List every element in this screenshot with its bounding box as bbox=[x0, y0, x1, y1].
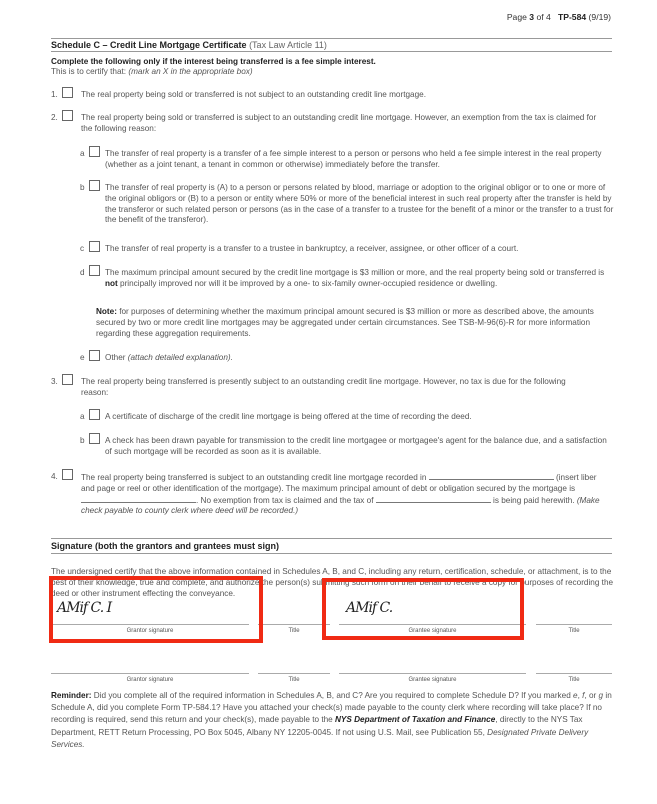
hint: (Make check payable to county clerk where deed will be recorded.) bbox=[81, 495, 600, 516]
item-2d-text bbox=[105, 268, 605, 290]
text-bold: not bbox=[105, 278, 118, 288]
item-letter: b bbox=[80, 436, 85, 445]
checkbox-item-3a[interactable] bbox=[89, 409, 100, 420]
grantor-signature-label: Grantor signature bbox=[126, 677, 174, 683]
title-line[interactable] bbox=[536, 673, 612, 674]
item-letter: d bbox=[80, 268, 85, 277]
note-text: for purposes of determining whether the maximum principal amount secured is $3 million or more as described above, the amounts secured by two or more credit line mortgages may be aggregated under certain circumstances. See TSB-M-96(6)-R for more information regarding these aggregation requirements. bbox=[96, 307, 594, 338]
signature-certify-text: The undersigned certify that the above information contained in Schedules A, B, and C, including any return, certification, schedule, or attachment, is to the best of their knowledge, true and complete, and authorize the person(s) submitting such form on their behalf to receive a copy for purposes of recording the deed or other instrument effecting the conveyance. bbox=[51, 567, 614, 599]
grantor-signature-label: Grantor signature bbox=[126, 628, 174, 634]
checkbox-item-1[interactable] bbox=[62, 87, 73, 98]
grantee-signature: AMif C. bbox=[346, 600, 393, 616]
reminder: Reminder: Did you complete all of the required information in Schedules A, B, and C? Are you required to complete Schedule D? If you marked e, f, or g in Schedule A, did you complete Form TP-584.1? Have you attached your check(s) made payable to the county clerk where recording will take place? If no recording is required, send this return and your check(s), made payable to the NYS Department of Taxation and Finance, directly to the NYS Tax Department, RETT Return Processing, PO Box 5045, Albany NY 12205-0045. If not using U.S. Mail, see Publication 55, Designated Private Delivery Services. bbox=[51, 691, 612, 749]
certify-text: This is to certify that: bbox=[51, 67, 127, 76]
title-label: Title bbox=[288, 628, 300, 634]
item-4-text bbox=[81, 472, 601, 517]
text: . No exemption from tax is claimed and the tax of bbox=[196, 495, 374, 505]
item-letter: a bbox=[80, 412, 85, 421]
grantee-signature-line[interactable] bbox=[339, 673, 526, 674]
item-letter: b bbox=[80, 183, 85, 192]
reminder-label: Reminder: bbox=[51, 691, 92, 700]
text: Other bbox=[105, 353, 126, 362]
title-label: Title bbox=[568, 677, 580, 683]
item-3a-text: A certificate of discharge of the credit line mortgage is being offered at the time of recording the deed. bbox=[105, 412, 472, 421]
text: The real property being transferred is subject to an outstanding credit line mortgage recorded in bbox=[81, 473, 427, 482]
item-letter: a bbox=[80, 149, 85, 158]
item-3b-text: A check has been drawn payable for transmission to the credit line mortgagee or mortgagee's agent for the balance due, and a satisfaction of such mortgage will be recorded as soon as it is available. bbox=[105, 436, 607, 456]
title-line[interactable] bbox=[258, 624, 330, 625]
tax-amount-field[interactable] bbox=[376, 495, 491, 503]
schedule-c-title bbox=[51, 40, 327, 51]
schedule-title: Schedule C – Credit Line Mortgage Certificate bbox=[51, 40, 247, 50]
item-letter: c bbox=[80, 244, 85, 253]
dept-name: NYS Department of Taxation and Finance bbox=[335, 715, 496, 725]
title-label: Title bbox=[568, 628, 580, 634]
text: is being paid herewith. bbox=[493, 495, 575, 505]
item-2b-text: The transfer of real property is (A) to a person or persons related by blood, marriage or adoption to the original obligor or to one or more of the original obligors or (B) to a person or entity where 50% or more of the beneficial interest in such real property after the transfer is held by the transferor or such related person or persons (as in the case of a transfer to a trustee for the benefit of a minor or the transfer to a trust for the benefit of the transferor). bbox=[105, 183, 614, 225]
max-principal-field[interactable] bbox=[81, 495, 196, 503]
checkbox-item-2e[interactable] bbox=[89, 350, 100, 361]
page-number: 3 bbox=[529, 12, 535, 22]
text: principally improved nor will it be improved by a one- to six-family owner-occupied residence or dwelling. bbox=[120, 278, 498, 288]
item-number: 2. bbox=[51, 113, 58, 122]
text: g bbox=[598, 691, 604, 700]
title-label: Title bbox=[288, 677, 300, 683]
item-2e-text bbox=[105, 353, 233, 364]
checkbox-item-2a[interactable] bbox=[89, 146, 100, 157]
intro-text: Complete the following only if the interest being transferred is a fee simple interest. bbox=[51, 57, 376, 66]
text: , directly to the NYS Tax Department, RETT Return Processing, PO Box 5045, Albany NY 12205-0045. If not using U.S. Mail, see Publication 55, bbox=[51, 715, 583, 737]
item-number: 1. bbox=[51, 90, 58, 99]
item-2c-text: The transfer of real property is a transfer to a trustee in bankruptcy, a receiver, assignee, or other officer of a court. bbox=[105, 244, 519, 253]
highlight-box-grantor bbox=[49, 576, 263, 643]
divider bbox=[51, 51, 612, 52]
recorded-in-field[interactable] bbox=[429, 472, 554, 480]
checkbox-item-2c[interactable] bbox=[89, 241, 100, 252]
text: in Schedule A, did you complete Form TP-584.1? Have you attached your check(s) made payable to the county clerk where recording will take place? If no recording is required, send this return and your check(s), made payable to the bbox=[51, 691, 612, 725]
checkbox-item-3[interactable] bbox=[62, 374, 73, 385]
note-label: Note: bbox=[96, 307, 117, 316]
item-3-text: The real property being transferred is presently subject to an outstanding credit line mortgage. However, no tax is due for the following reason: bbox=[81, 377, 566, 397]
page-of: of 4 bbox=[536, 12, 551, 22]
grantor-signature: AMif C. I bbox=[57, 600, 112, 616]
item-number: 4. bbox=[51, 472, 58, 481]
highlight-box-grantee bbox=[322, 578, 524, 640]
title-line[interactable] bbox=[536, 624, 612, 625]
checkbox-item-2d[interactable] bbox=[89, 265, 100, 276]
page-header bbox=[507, 12, 611, 23]
grantor-signature-line[interactable] bbox=[51, 673, 249, 674]
item-1-text: The real property being sold or transferred is not subject to an outstanding credit line mortgage. bbox=[81, 90, 426, 99]
page-label: Page bbox=[506, 12, 527, 22]
checkbox-item-3b[interactable] bbox=[89, 433, 100, 444]
form-revision: (9/19) bbox=[588, 12, 611, 22]
note bbox=[96, 307, 612, 339]
grantee-signature-label: Grantee signature bbox=[408, 628, 457, 634]
schedule-subtitle: (Tax Law Article 11) bbox=[249, 40, 327, 50]
divider bbox=[51, 38, 612, 39]
item-letter: e bbox=[80, 353, 85, 362]
item-number: 3. bbox=[51, 377, 58, 386]
text: The maximum principal amount secured by the credit line mortgage is $3 million or more, and the real property being sold or transferred is bbox=[105, 268, 605, 277]
item-2a-text: The transfer of real property is a transfer of a fee simple interest to a person or persons who held a fee simple interest in the real property (whether as a joint tenant, a tenant in common or otherwise) immediately before the transfer. bbox=[105, 149, 602, 169]
checkbox-item-2b[interactable] bbox=[89, 180, 100, 191]
text: f bbox=[582, 691, 585, 700]
checkbox-item-2[interactable] bbox=[62, 110, 73, 121]
text: e bbox=[573, 691, 578, 700]
publication-name: Designated Private Delivery Services. bbox=[51, 727, 589, 749]
hint: (attach detailed explanation). bbox=[127, 353, 233, 362]
title-line[interactable] bbox=[258, 673, 330, 674]
form-number: TP-584 bbox=[557, 12, 587, 22]
grantee-signature-label: Grantee signature bbox=[408, 677, 457, 683]
divider bbox=[51, 538, 612, 539]
checkbox-item-4[interactable] bbox=[62, 469, 73, 480]
signature-title: Signature (both the grantors and grantees must sign) bbox=[51, 541, 280, 551]
text: Did you complete all of the required information in Schedules A, B, and C? Are you required to complete Schedule D? If you marked bbox=[93, 691, 571, 700]
text: (insert liber and page or reel or other identification of the mortgage). The maximum principal amount of debt or obligation secured by the mortgage is bbox=[81, 473, 597, 493]
item-2-text: The real property being sold or transferred is subject to an outstanding credit line mortgage. However, an exemption from the tax is claimed for the following reason: bbox=[81, 113, 597, 133]
certify-line bbox=[51, 67, 253, 78]
divider bbox=[51, 553, 612, 554]
certify-hint: (mark an X in the appropriate box) bbox=[128, 67, 253, 76]
